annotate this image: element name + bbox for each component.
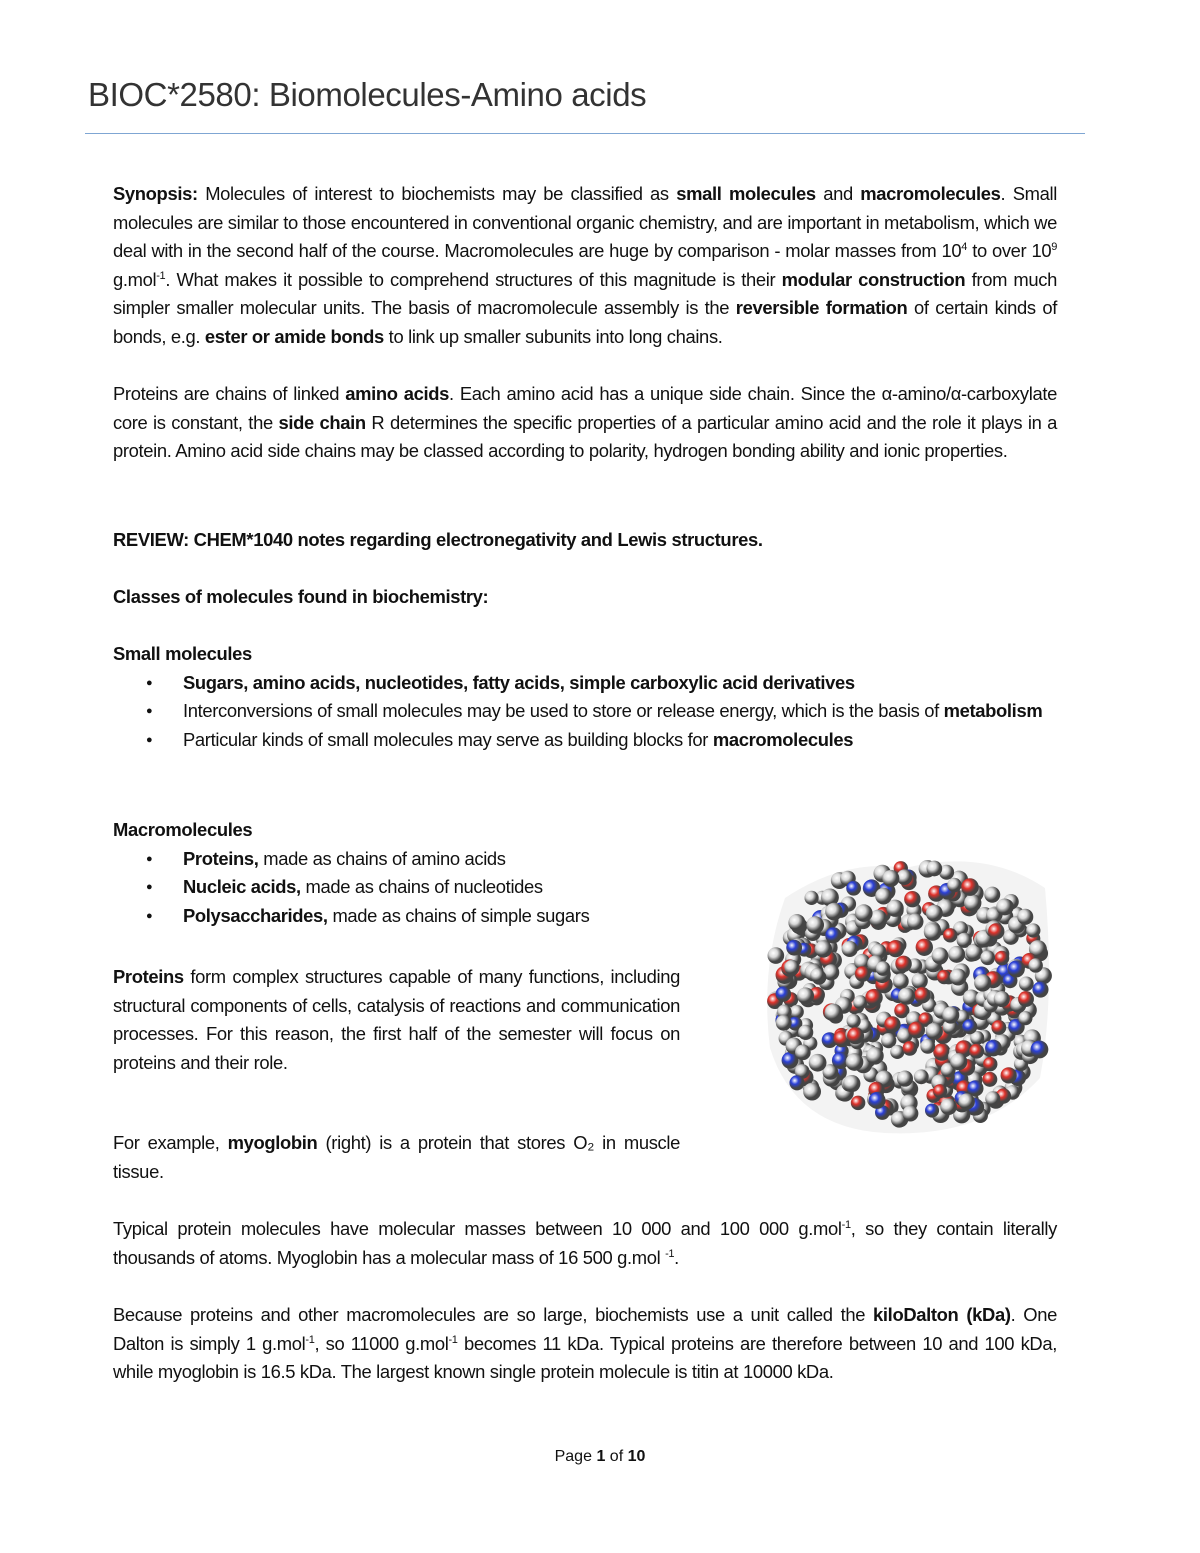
bold-text: Proteins, [183,847,259,869]
oxygen-atom [865,989,882,1006]
carbon-atom [926,861,942,877]
nitrogen-atom [786,940,802,956]
bold-text: ester or amide bonds [204,325,384,347]
text-run: form complex structures capable of many functions, including structural components of cells, catalysis of reactions and communication processes. For this reason, the first half of the semester will focus on proteins and their role. [113,966,680,1073]
oxygen-atom [895,956,912,973]
oxygen-atom [1001,1067,1017,1083]
nitrogen-atom [776,986,792,1002]
carbon-atom [907,913,923,929]
carbon-atom [788,914,805,931]
nitrogen-atom [1032,982,1048,998]
carbon-atom [1026,923,1040,937]
oxygen-atom [943,928,957,942]
text-run: g.mol [113,268,157,290]
text-run: Typical protein molecules have molecular masses between 10 000 and 100 000 g.mol [113,1218,842,1239]
example-paragraph [113,1129,680,1186]
carbon-atom [942,1007,959,1024]
oxygen-atom [995,951,1010,966]
carbon-atom [984,887,1000,903]
carbon-atom [798,1025,813,1040]
carbon-atom [912,973,928,989]
text-run: R determines the specific properties of a particular amino acid and the role it plays in a protein. Amino acid side chains may be classed according to polarity, hydrogen bonding ability and ionic properties. [113,411,1057,462]
nitrogen-atom [825,927,841,943]
oxygen-atom [847,1027,864,1044]
page-of: of [609,1448,624,1465]
oxygen-atom [851,1096,866,1111]
oxygen-atom [904,891,920,907]
oxygen-atom [933,1084,947,1098]
page-title: BIOC*2580: Biomolecules-Amino acids [88,76,647,113]
oxygen-atom [914,987,930,1003]
nitrogen-atom [962,1019,977,1034]
carbon-atom [1019,976,1034,991]
list-item [113,697,1057,726]
carbon-atom [974,974,991,991]
superscript: 4 [961,241,968,254]
carbon-atom [950,968,967,985]
small-molecules-heading: Small molecules [113,643,252,664]
nitrogen-atom [1031,1041,1049,1059]
carbon-atom [843,1075,860,1092]
bold-text: small molecules [676,183,816,204]
synopsis-paragraph [113,180,1057,352]
carbon-atom [926,1023,943,1040]
oxygen-atom [983,1057,997,1071]
carbon-atom [866,1047,884,1065]
small-molecules-list [113,669,1057,755]
superscript: 9 [1051,241,1057,254]
carbon-atom [825,1004,843,1022]
superscript: -1 [448,1333,458,1346]
text-run: For example, [113,1132,228,1153]
carbon-atom [948,946,965,963]
bold-text: macromolecules [712,728,854,750]
text-run: . Each amino acid has a unique side chain. Since the α-amino/α-carboxylate core is constant, the [113,383,1057,433]
carbon-atom [876,961,891,976]
superscript: -1 [665,1247,675,1260]
carbon-atom [914,1069,929,1084]
kilodalton-paragraph [113,1301,1057,1387]
superscript: -1 [156,269,166,282]
page-number: 1 [596,1448,606,1465]
carbon-atom [810,968,825,983]
carbon-atom [825,903,843,921]
bold-text: Nucleic acids, [183,876,301,898]
nitrogen-atom [925,1103,939,1117]
macromolecules-heading: Macromolecules [113,819,253,840]
bold-text: amino acids [345,383,450,404]
text-run: made as chains of simple sugars [327,904,590,926]
carbon-atom [815,940,832,957]
text-run: . One Dalton is simply 1 g.mol [113,1304,1058,1354]
oxygen-atom [969,1044,984,1059]
text-run: Molecules of interest to biochemists may be classified as [197,183,677,204]
bold-text: side chain [278,411,366,433]
text-run: . Small molecules are similar to those encountered in conventional organic chemistry, and are important in metabolism, which we deal with in the second half of the course. Macromolecules are huge by comparison - molar masses from 10 [113,183,1057,262]
carbon-atom [893,973,909,989]
carbon-atom [996,899,1013,916]
carbon-atom [875,888,892,905]
carbon-atom [803,1083,821,1101]
proteins-paragraph [113,963,680,1077]
carbon-atom [806,916,824,934]
oxygen-atom [937,970,951,984]
text-run: , so they contain literally thousands of atoms. Myoglobin has a molecular mass of 16 500 g.mol [113,1218,1057,1268]
text-run: . What makes it possible to comprehend structures of this magnitude is their [165,268,782,290]
carbon-atom [797,987,814,1004]
text-run: Interconversions of small molecules may be used to store or release energy, which is the basis of [183,700,944,722]
carbon-atom [768,947,785,964]
carbon-atom [1018,1011,1032,1025]
classes-heading: Classes of molecules found in biochemistry: [113,586,489,607]
bold-text: reversible formation [735,297,908,319]
nitrogen-atom [789,1075,804,1090]
bold-text: Proteins [113,966,184,987]
carbon-atom [853,995,867,1009]
oxygen-atom [902,1041,917,1056]
carbon-atom [964,894,981,911]
carbon-atom [920,1039,935,1054]
carbon-atom [1017,909,1033,925]
oxygen-atom [1018,991,1034,1007]
bold-text: macromolecules [860,183,1001,204]
nitrogen-atom [846,881,861,896]
page-footer [0,1448,1200,1466]
nitrogen-atom [869,1092,886,1109]
carbon-atom [804,891,818,905]
carbon-atom [846,1053,864,1071]
bold-text: kiloDalton (kDa) [873,1304,1011,1325]
list-item [113,726,1057,755]
carbon-atom [898,988,915,1005]
text-run: becomes 11 kDa. Typical proteins are therefore between 10 and 100 kDa, while myoglobin is 16.5 kDa. The largest known single protein molecule is titin at 10000 kDa. [113,1332,1057,1383]
carbon-atom [902,1105,918,1121]
text-run: (right) is a protein that stores O₂ in muscle tissue. [113,1132,680,1182]
carbon-atom [950,1053,967,1070]
oxygen-atom [855,966,871,982]
oxygen-atom [916,939,933,956]
page-total: 10 [627,1448,646,1465]
oxygen-atom [961,878,979,896]
text-run: to over 10 [967,240,1052,262]
typical-mass-paragraph [113,1215,1057,1272]
bold-text: myoglobin [227,1132,318,1153]
carbon-atom [882,870,899,887]
oxygen-atom [884,1016,900,1032]
text-run: from much simpler smaller molecular units. The basis of macromolecule assembly is the [113,268,1057,319]
nitrogen-atom [985,1040,1002,1057]
bold-text: Polysaccharides, [183,904,328,926]
text-run: of certain kinds of bonds, e.g. [113,297,1057,347]
carbon-atom [795,1045,811,1061]
oxygen-atom [988,923,1004,939]
text-run: Because proteins and other macromolecules are so large, biochemists use a unit called the [113,1304,874,1325]
list-item [113,669,1057,698]
header-divider [85,133,1085,134]
carbon-atom [784,960,799,975]
bold-text: modular construction [781,268,966,290]
carbon-atom [980,950,995,965]
carbon-atom [897,1071,913,1087]
carbon-atom [890,1045,904,1059]
carbon-atom [994,991,1010,1007]
text-run: to link up smaller subunits into long chains. [383,325,723,347]
carbon-atom [924,923,942,941]
carbon-atom [776,1015,792,1031]
text-run: Proteins are chains of linked [113,383,346,404]
carbon-atom [842,941,858,957]
superscript: -1 [841,1219,851,1231]
carbon-atom [1028,958,1042,972]
text-run: and [815,183,861,204]
carbon-atom [847,1014,861,1028]
small-molecules-section [113,640,1057,754]
text-run: . [674,1246,679,1268]
myoglobin-spacefill-image [755,848,1065,1138]
carbon-atom [809,1054,827,1072]
oxygen-atom [908,1022,925,1039]
review-note: REVIEW: CHEM*1040 notes regarding electronegativity and Lewis structures. [113,529,763,550]
bold-text: Sugars, amino acids, nucleotides, fatty acids, simple carboxylic acid derivatives [183,671,855,693]
carbon-atom [855,904,873,922]
oxygen-atom [991,1020,1006,1035]
bold-text: metabolism [943,700,1043,722]
proteins-intro-paragraph [113,380,1057,466]
page-label: Page [554,1448,592,1465]
text-run: , so 11000 g.mol [314,1332,449,1354]
nitrogen-atom [1008,960,1025,977]
text-run: made as chains of nucleotides [300,876,543,898]
carbon-atom [932,947,949,964]
carbon-atom [940,1098,957,1115]
bold-text: Synopsis: [113,183,198,204]
superscript: -1 [305,1333,315,1346]
carbon-atom [947,878,961,892]
text-run: made as chains of amino acids [258,847,506,869]
carbon-atom [958,1093,975,1110]
text-run: Particular kinds of small molecules may serve as building blocks for [183,728,713,750]
carbon-atom [985,1091,1000,1106]
oxygen-atom [887,940,904,957]
carbon-atom [926,905,943,922]
